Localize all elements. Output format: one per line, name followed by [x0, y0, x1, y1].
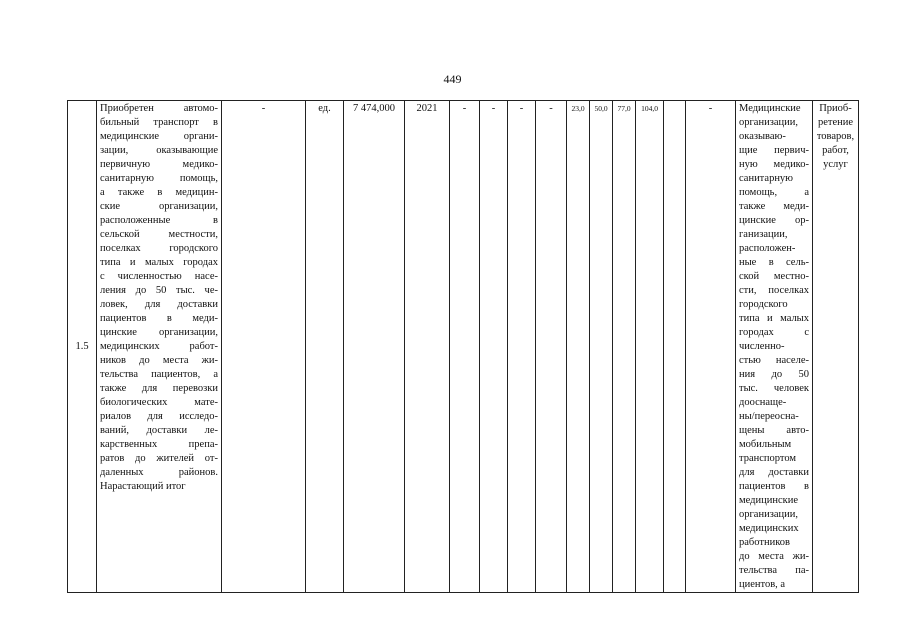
text-line: биологических мате-	[100, 397, 218, 408]
text-line: расположен-	[739, 243, 796, 254]
text-line: медицинских	[739, 523, 799, 534]
text-line: цинские ор-	[739, 215, 809, 226]
dash-cell: -	[536, 101, 567, 593]
text-line: работников	[739, 537, 790, 548]
unit-cell: ед.	[306, 101, 344, 593]
text-line: ваний, доставки ле-	[100, 425, 218, 436]
value-cell: 104,0	[636, 101, 664, 593]
text-line: ные в сель-	[739, 257, 809, 268]
description-cell	[97, 101, 222, 593]
result-text	[739, 102, 809, 592]
text-line: тельства пациентов, а	[100, 369, 218, 380]
text-line: Медицинские	[739, 103, 801, 114]
text-line: а также в медицин-	[100, 187, 218, 198]
text-line: численно-	[739, 341, 785, 352]
text-line: бильный транспорт в	[100, 117, 218, 128]
text-line: ской местно-	[739, 271, 809, 282]
text-line: типа и малых	[739, 313, 809, 324]
page-number: 449	[443, 72, 462, 86]
text-line: риалов для исследо-	[100, 411, 218, 422]
text-line: ны/переосна-	[739, 411, 799, 422]
text-line: первичную медико-	[100, 159, 218, 170]
text-line: санитарную помощь,	[100, 173, 218, 184]
amount-cell: 7 474,000	[344, 101, 405, 593]
text-line: Приоб-	[819, 103, 852, 114]
text-line: также для перевозки	[100, 383, 218, 394]
text-line: карственных препа-	[100, 439, 218, 450]
type-text	[815, 102, 856, 172]
text-line: пациентов в	[739, 481, 809, 492]
text-line: дооснаще-	[739, 397, 787, 408]
text-line: ратов до жителей от-	[100, 453, 218, 464]
value-cell: 50,0	[590, 101, 613, 593]
result-cell	[736, 101, 813, 593]
row-index-cell: 1.5	[68, 101, 97, 593]
text-line: оказываю-	[739, 131, 786, 142]
text-line: ников до места жи-	[100, 355, 218, 366]
text-line: ления до 50 тыс. че-	[100, 285, 218, 296]
text-line: помощь, а	[739, 187, 809, 198]
text-line: также меди-	[739, 201, 809, 212]
description-text	[100, 102, 218, 494]
text-line: Нарастающий итог	[100, 481, 186, 492]
text-line: циентов, а	[739, 579, 786, 590]
year-cell: 2021	[405, 101, 450, 593]
text-line: работ,	[822, 145, 849, 156]
text-line: товаров,	[816, 131, 855, 142]
text-line: организации,	[739, 509, 798, 520]
text-line: пациентов в меди-	[100, 313, 218, 324]
text-line: щены авто-	[739, 425, 809, 436]
text-line: медицинские	[739, 495, 799, 506]
dash-cell: -	[450, 101, 480, 593]
text-line: медицинские органи-	[100, 131, 218, 142]
table-row	[68, 101, 859, 593]
text-line: расположенные в	[100, 215, 218, 226]
text-line: ретение	[817, 117, 854, 128]
text-line: тыс. человек	[739, 383, 809, 394]
type-cell	[813, 101, 859, 593]
text-line: ские организации,	[100, 201, 218, 212]
text-line: щие первич-	[739, 145, 809, 156]
text-line: организации,	[739, 117, 798, 128]
text-line: сти, поселках	[739, 285, 809, 296]
value-cell: 23,0	[567, 101, 590, 593]
text-line: зации, оказывающие	[100, 145, 218, 156]
dash-cell: -	[480, 101, 508, 593]
text-line: цинские организации,	[100, 327, 218, 338]
document-table	[67, 100, 859, 593]
text-line: до места жи-	[739, 551, 809, 562]
text-line: ганизации,	[739, 229, 788, 240]
empty-cell	[664, 101, 686, 593]
value-cell: 77,0	[613, 101, 636, 593]
text-line: Приобретен автомо-	[100, 103, 218, 114]
text-line: городского	[739, 299, 788, 310]
text-line: даленных районов.	[100, 467, 218, 478]
text-line: городах с	[739, 327, 809, 338]
text-line: с численностью насе-	[100, 271, 218, 282]
text-line: мобильным	[739, 439, 792, 450]
text-line: ния до 50	[739, 369, 809, 380]
dash-cell: -	[222, 101, 306, 593]
text-line: ловек, для доставки	[100, 299, 218, 310]
text-line: типа и малых городах	[100, 257, 218, 268]
text-line: санитарную	[739, 173, 794, 184]
text-line: сельской местности,	[100, 229, 218, 240]
text-line: медицинских работ-	[100, 341, 218, 352]
text-line: поселках городского	[100, 243, 218, 254]
text-line: ную медико-	[739, 159, 809, 170]
text-line: услуг	[823, 159, 848, 170]
text-line: для доставки	[739, 467, 809, 478]
dash-cell: -	[508, 101, 536, 593]
text-line: транспортом	[739, 453, 797, 464]
dash-cell: -	[686, 101, 736, 593]
text-line: тельства па-	[739, 565, 809, 576]
text-line: стью населе-	[739, 355, 809, 366]
